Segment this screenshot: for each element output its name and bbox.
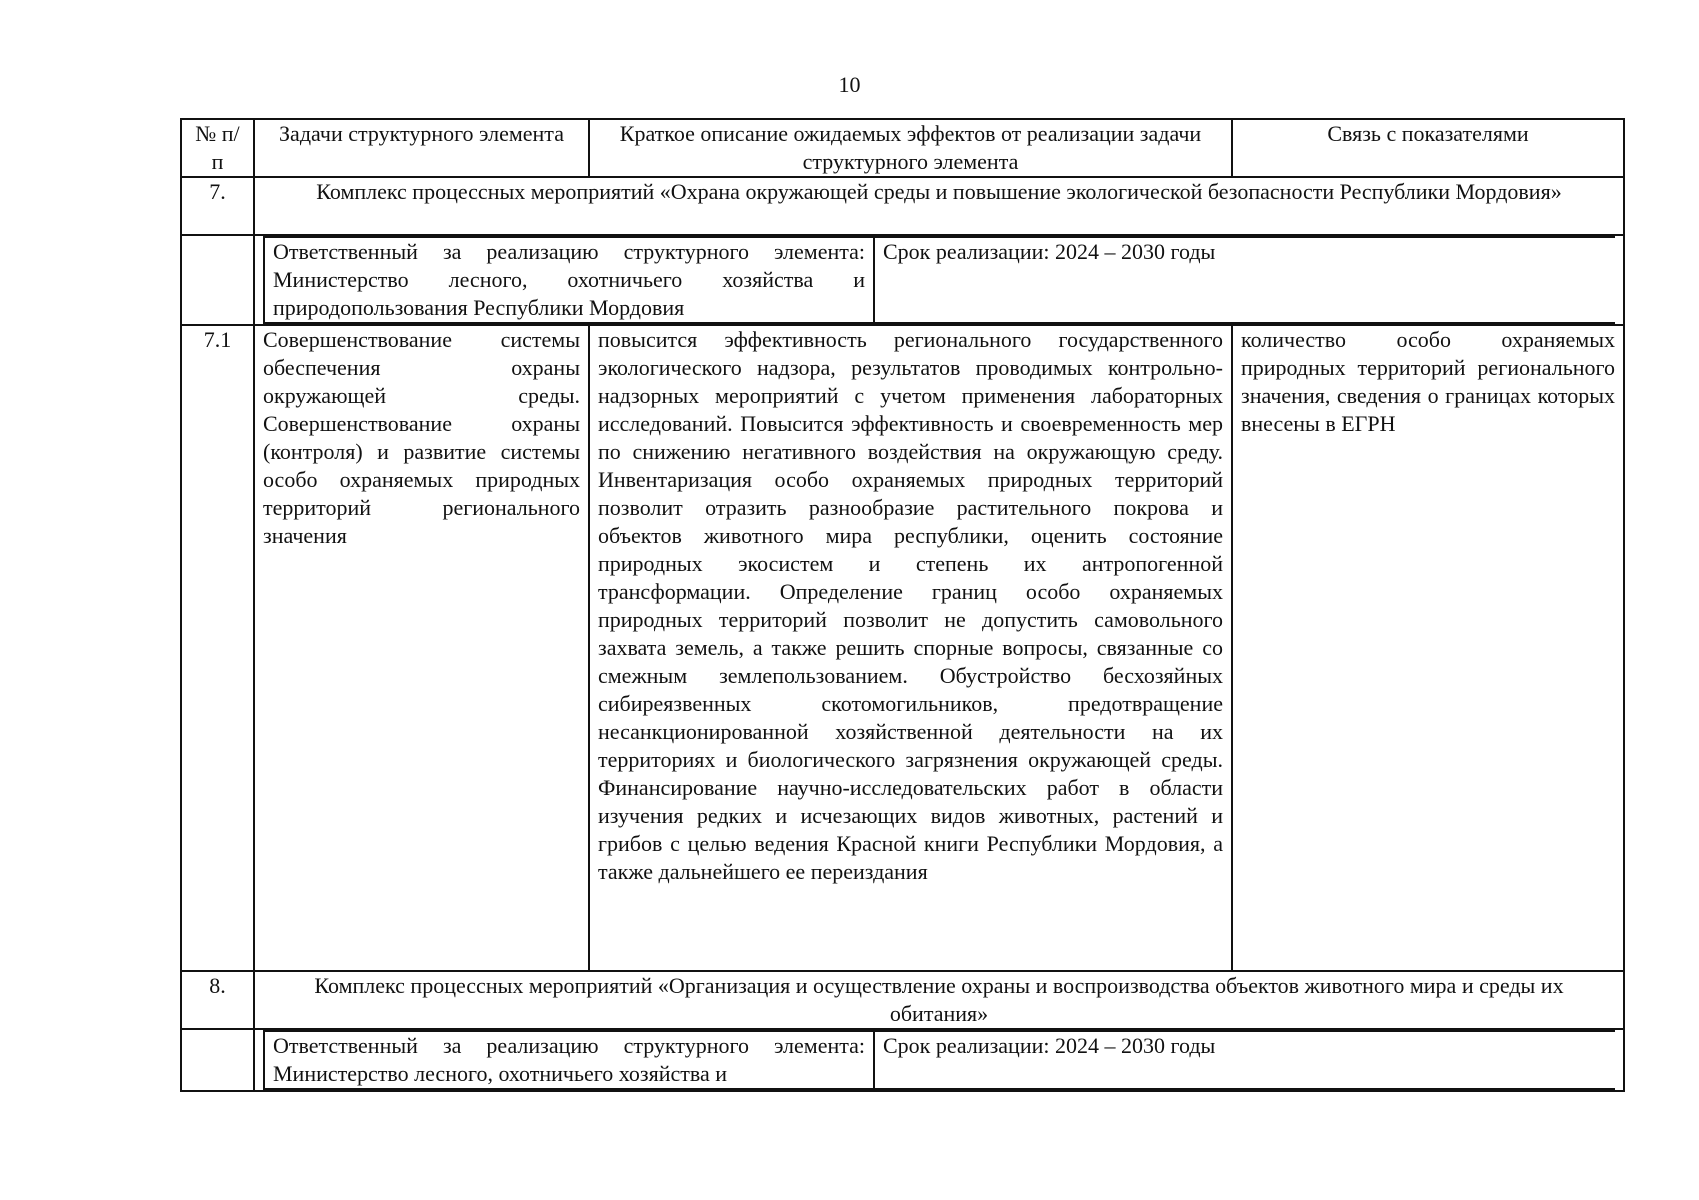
- row-7-1: [181, 325, 1624, 971]
- section-7-number: 7.: [181, 177, 254, 235]
- row-7-1-task: Совершенствование системы обеспечения охраны окружающей среды. Совершенствование охраны (контроля) и развитие системы особо охраняемых природных территорий регионального значения: [254, 325, 589, 971]
- row-7-1-effect: повысится эффективность регионального государственного экологического надзора, результатов проводимых контрольно-надзорных мероприятий с учетом применения лабораторных исследований. Повысится эффективность и своевременность мер по снижению негативного воздействия на окружающую среду. Инвентаризация особо охраняемых природных территорий позволит отразить разнообразие растительного покрова и объектов животного мира республики, оценить состояние природных экосистем и степень их антропогенной трансформации. Определение границ особо охраняемых природных территорий позволит не допустить самовольного захвата земель, а также решить спорные вопросы, связанные со смежным землепользованием. Обустройство бесхозяйных сибиреязвенных скотомогильников, предотвращение несанкционированной хозяйственной деятельности на их территориях и биологического загрязнения окружающей среды. Финансирование научно-исследовательских работ в области изучения редких и исчезающих видов животных, растений и грибов с целью ведения Красной книги Республики Мордовия, а также дальнейшего ее переиздания: [589, 325, 1232, 971]
- section-8-responsible-row: [181, 1029, 1624, 1091]
- structural-elements-table: [180, 118, 1625, 1092]
- section-8-title: Комплекс процессных мероприятий «Организация и осуществление охраны и воспроизводства объектов животного мира и среды их обитания»: [254, 971, 1624, 1029]
- header-indicators: Связь с показателями: [1232, 119, 1624, 177]
- section-7-responsible-container: [254, 235, 1624, 325]
- table-header-row: [181, 119, 1624, 177]
- section-8-responsible-inner: [263, 1030, 1615, 1090]
- header-tasks: Задачи структурного элемента: [254, 119, 589, 177]
- section-7-responsible: Ответственный за реализацию структурного элемента: Министерство лесного, охотничьего хозяйства и природопользования Республики Мордовия: [264, 237, 874, 323]
- row-7-1-indicator: количество особо охраняемых природных территорий регионального значения, сведения о границах которых внесены в ЕГРН: [1232, 325, 1624, 971]
- section-7-title-row: [181, 177, 1624, 235]
- section-7-responsible-row: [181, 235, 1624, 325]
- page-number: 10: [838, 72, 861, 97]
- section-8-number: 8.: [181, 971, 254, 1029]
- section-8-responsible: Ответственный за реализацию структурного элемента: Министерство лесного, охотничьего хозяйства и: [264, 1031, 874, 1089]
- row-7-1-number: 7.1: [181, 325, 254, 971]
- header-num: № п/п: [181, 119, 254, 177]
- header-effects: Краткое описание ожидаемых эффектов от реализации задачи структурного элемента: [589, 119, 1232, 177]
- section-7-title: Комплекс процессных мероприятий «Охрана окружающей среды и повышение экологической безопасности Республики Мордовия»: [254, 177, 1624, 235]
- section-8-title-row: [181, 971, 1624, 1029]
- section-7-responsible-inner: [263, 236, 1615, 324]
- section-7-empty-cell: [181, 235, 254, 325]
- section-8-responsible-container: [254, 1029, 1624, 1091]
- section-8-empty-cell: [181, 1029, 254, 1091]
- section-7-period: Срок реализации: 2024 – 2030 годы: [874, 237, 1615, 323]
- section-8-period: Срок реализации: 2024 – 2030 годы: [874, 1031, 1615, 1089]
